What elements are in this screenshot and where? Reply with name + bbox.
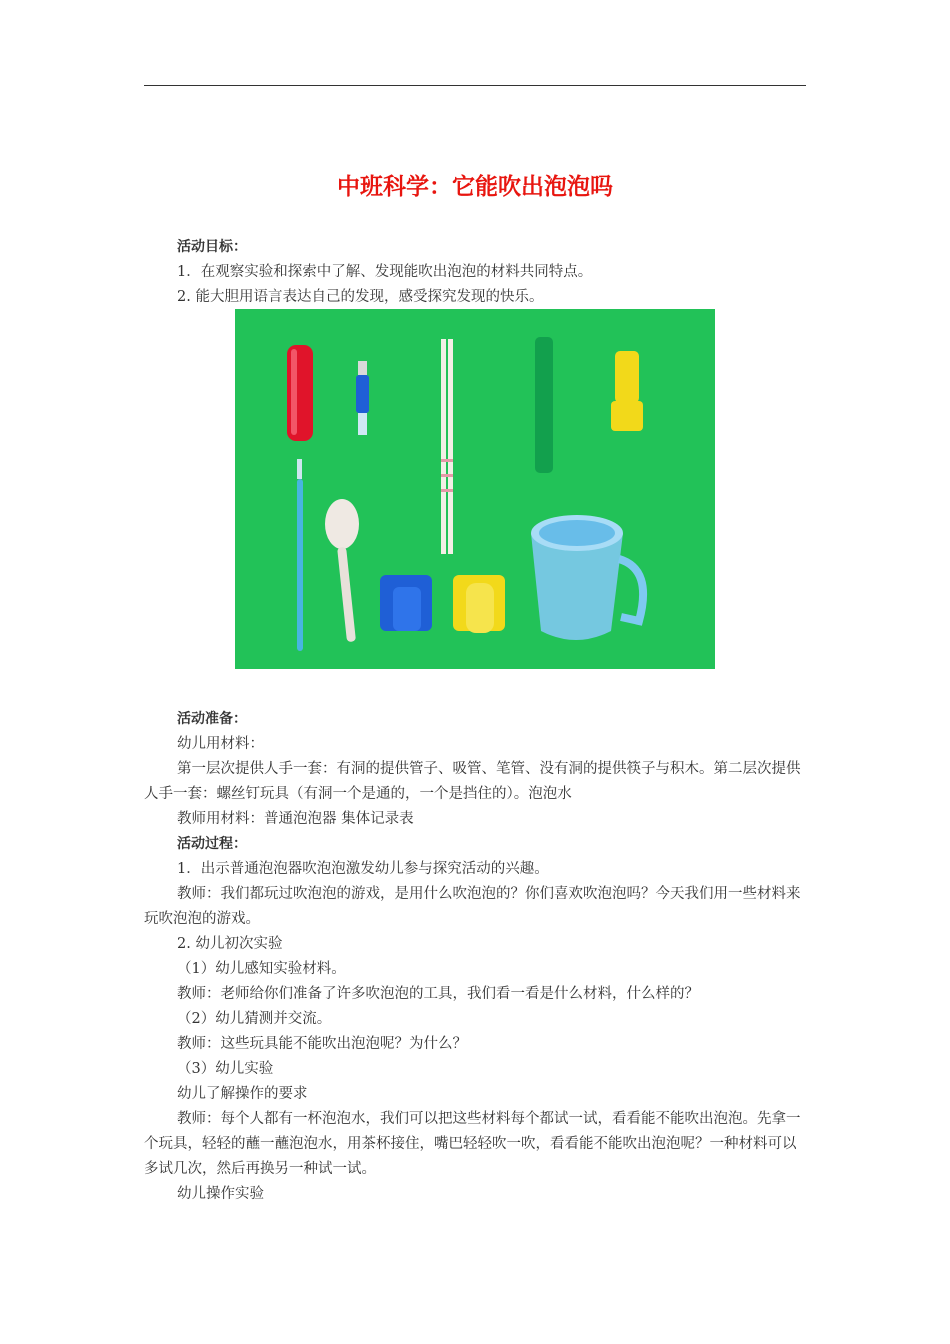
materials-illustration — [235, 309, 715, 669]
process-line: 幼儿了解操作的要求 — [177, 1086, 308, 1102]
process-line: （1）幼儿感知实验材料。 — [177, 961, 346, 977]
teacher-materials-text: 教师用材料：普通泡泡器 集体记录表 — [177, 811, 414, 827]
goal-item-1: 1．在观察实验和探索中了解、发现能吹出泡泡的材料共同特点。 — [177, 264, 593, 280]
header-rule — [144, 85, 806, 86]
process-heading: 活动过程： — [177, 836, 247, 852]
page-title: 中班科学：它能吹出泡泡吗 — [337, 174, 613, 200]
child-materials-text: 第一层次提供人手一套：有洞的提供管子、吸管、笔管、没有洞的提供筷子与积木。第二层次提供人手一套：螺丝钉玩具（有洞一个是通的，一个是挡住的）。泡泡水 — [144, 761, 801, 802]
process-line: 2. 幼儿初次实验 — [177, 936, 283, 952]
process-line: 教师：老师给你们准备了许多吹泡泡的工具，我们看一看是什么材料，什么样的？ — [177, 986, 699, 1002]
process-line: 1．出示普通泡泡器吹泡泡激发幼儿参与探究活动的兴趣。 — [177, 861, 549, 877]
process-line: 幼儿操作实验 — [177, 1186, 264, 1202]
goal-item-2: 2. 能大胆用语言表达自己的发现，感受探究发现的快乐。 — [177, 289, 544, 305]
prep-section — [144, 707, 806, 1207]
materials-photo — [235, 309, 715, 669]
process-line: （2）幼儿猜测并交流。 — [177, 1011, 332, 1027]
prep-heading: 活动准备： — [177, 711, 247, 727]
process-line: 教师：这些玩具能不能吹出泡泡呢？为什么？ — [177, 1036, 467, 1052]
child-materials-label: 幼儿用材料： — [177, 736, 264, 752]
goals-heading: 活动目标： — [177, 239, 247, 255]
process-line: 教师：每个人都有一杯泡泡水，我们可以把这些材料每个都试一试，看看能不能吹出泡泡。先拿一个玩具，轻轻的蘸一蘸泡泡水，用茶杯接住，嘴巴轻轻吹一吹，看看能不能吹出泡泡呢？一种材料可以多试几次，然后再换另一种试一试。 — [144, 1111, 801, 1177]
process-line: 教师：我们都玩过吹泡泡的游戏，是用什么吹泡泡的？你们喜欢吹泡泡吗？今天我们用一些材料来玩吹泡泡的游戏。 — [144, 886, 801, 927]
process-line: （3）幼儿实验 — [177, 1061, 274, 1077]
goals-section — [144, 235, 806, 310]
